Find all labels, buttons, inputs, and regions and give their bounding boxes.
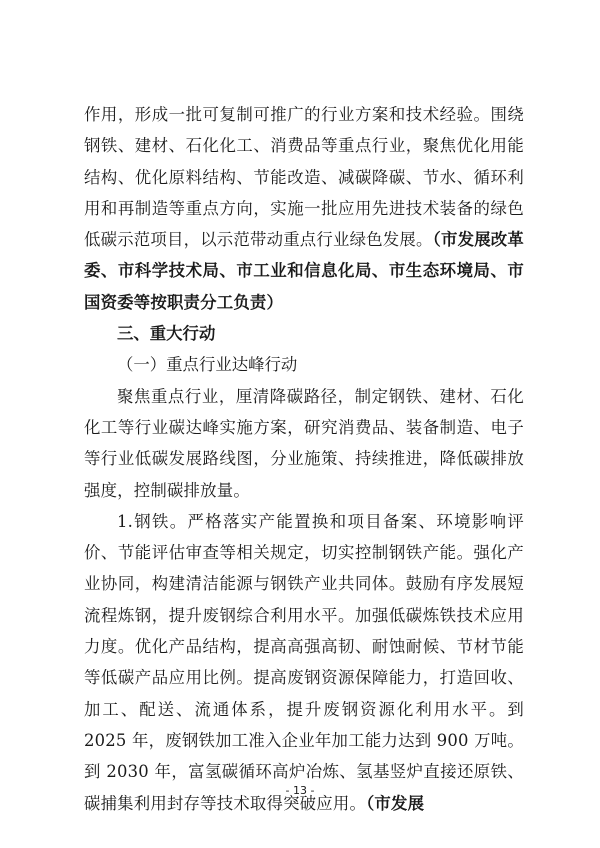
paragraph-1: [84, 99, 524, 318]
section-heading: 三、重大行动: [117, 324, 216, 344]
page-number: - 13 -: [285, 784, 315, 797]
paragraph-1-text: 作用，形成一批可复制可推广的行业方案和技术经验。围绕钢铁、建材、石化化工、消费品等重点行业，聚焦优化用能结构、优化原料结构、节能改造、减碳降碳、节水、循环利用和再制造等重点方向，实施一批应用先进技术装备的绿色低碳示范项目，以示范带动重点行业绿色发展。: [84, 105, 524, 250]
document-body: [84, 99, 524, 819]
paragraph-2: 聚焦重点行业，厘清降碳路径，制定钢铁、建材、石化化工等行业碳达峰实施方案，研究消费品、装备制造、电子等行业低碳发展路线图，分业施策、持续推进，降低碳排放强度，控制碳排放量。: [84, 386, 524, 500]
paragraph-3-responsible: （市发展: [366, 793, 425, 813]
paragraph-3-text: 1.钢铁。严格落实产能置换和项目备案、环境影响评价、节能评估审查等相关规定，切实控制钢铁产能。强化产业协同，构建清洁能源与钢铁产业共同体。鼓励有序发展短流程炼钢，提升废钢综合利用水平。加强低碳炼铁技术应用力度。优化产品结构，提高高强高韧、耐蚀耐候、节材节能等低碳产品应用比例。提高废钢资源保障能力，打造回收、加工、配送、流通体系，提升废钢资源化利用水平。到 2025 年，废钢铁加工准入企业年加工能力达到 900 万吨。到 2030 年，富氢碳循环高炉冶炼、氢基竖炉直接还原铁、碳捕集利用封存等技术取得突破应用。: [84, 511, 524, 813]
paragraph-1-responsible: （市发展改革委、市科学技术局、市工业和信息化局、市生态环境局、市国资委等按职责分工负责）: [84, 230, 525, 312]
sub-heading: （一）重点行业达峰行动: [117, 355, 298, 375]
paragraph-3: [84, 506, 524, 819]
